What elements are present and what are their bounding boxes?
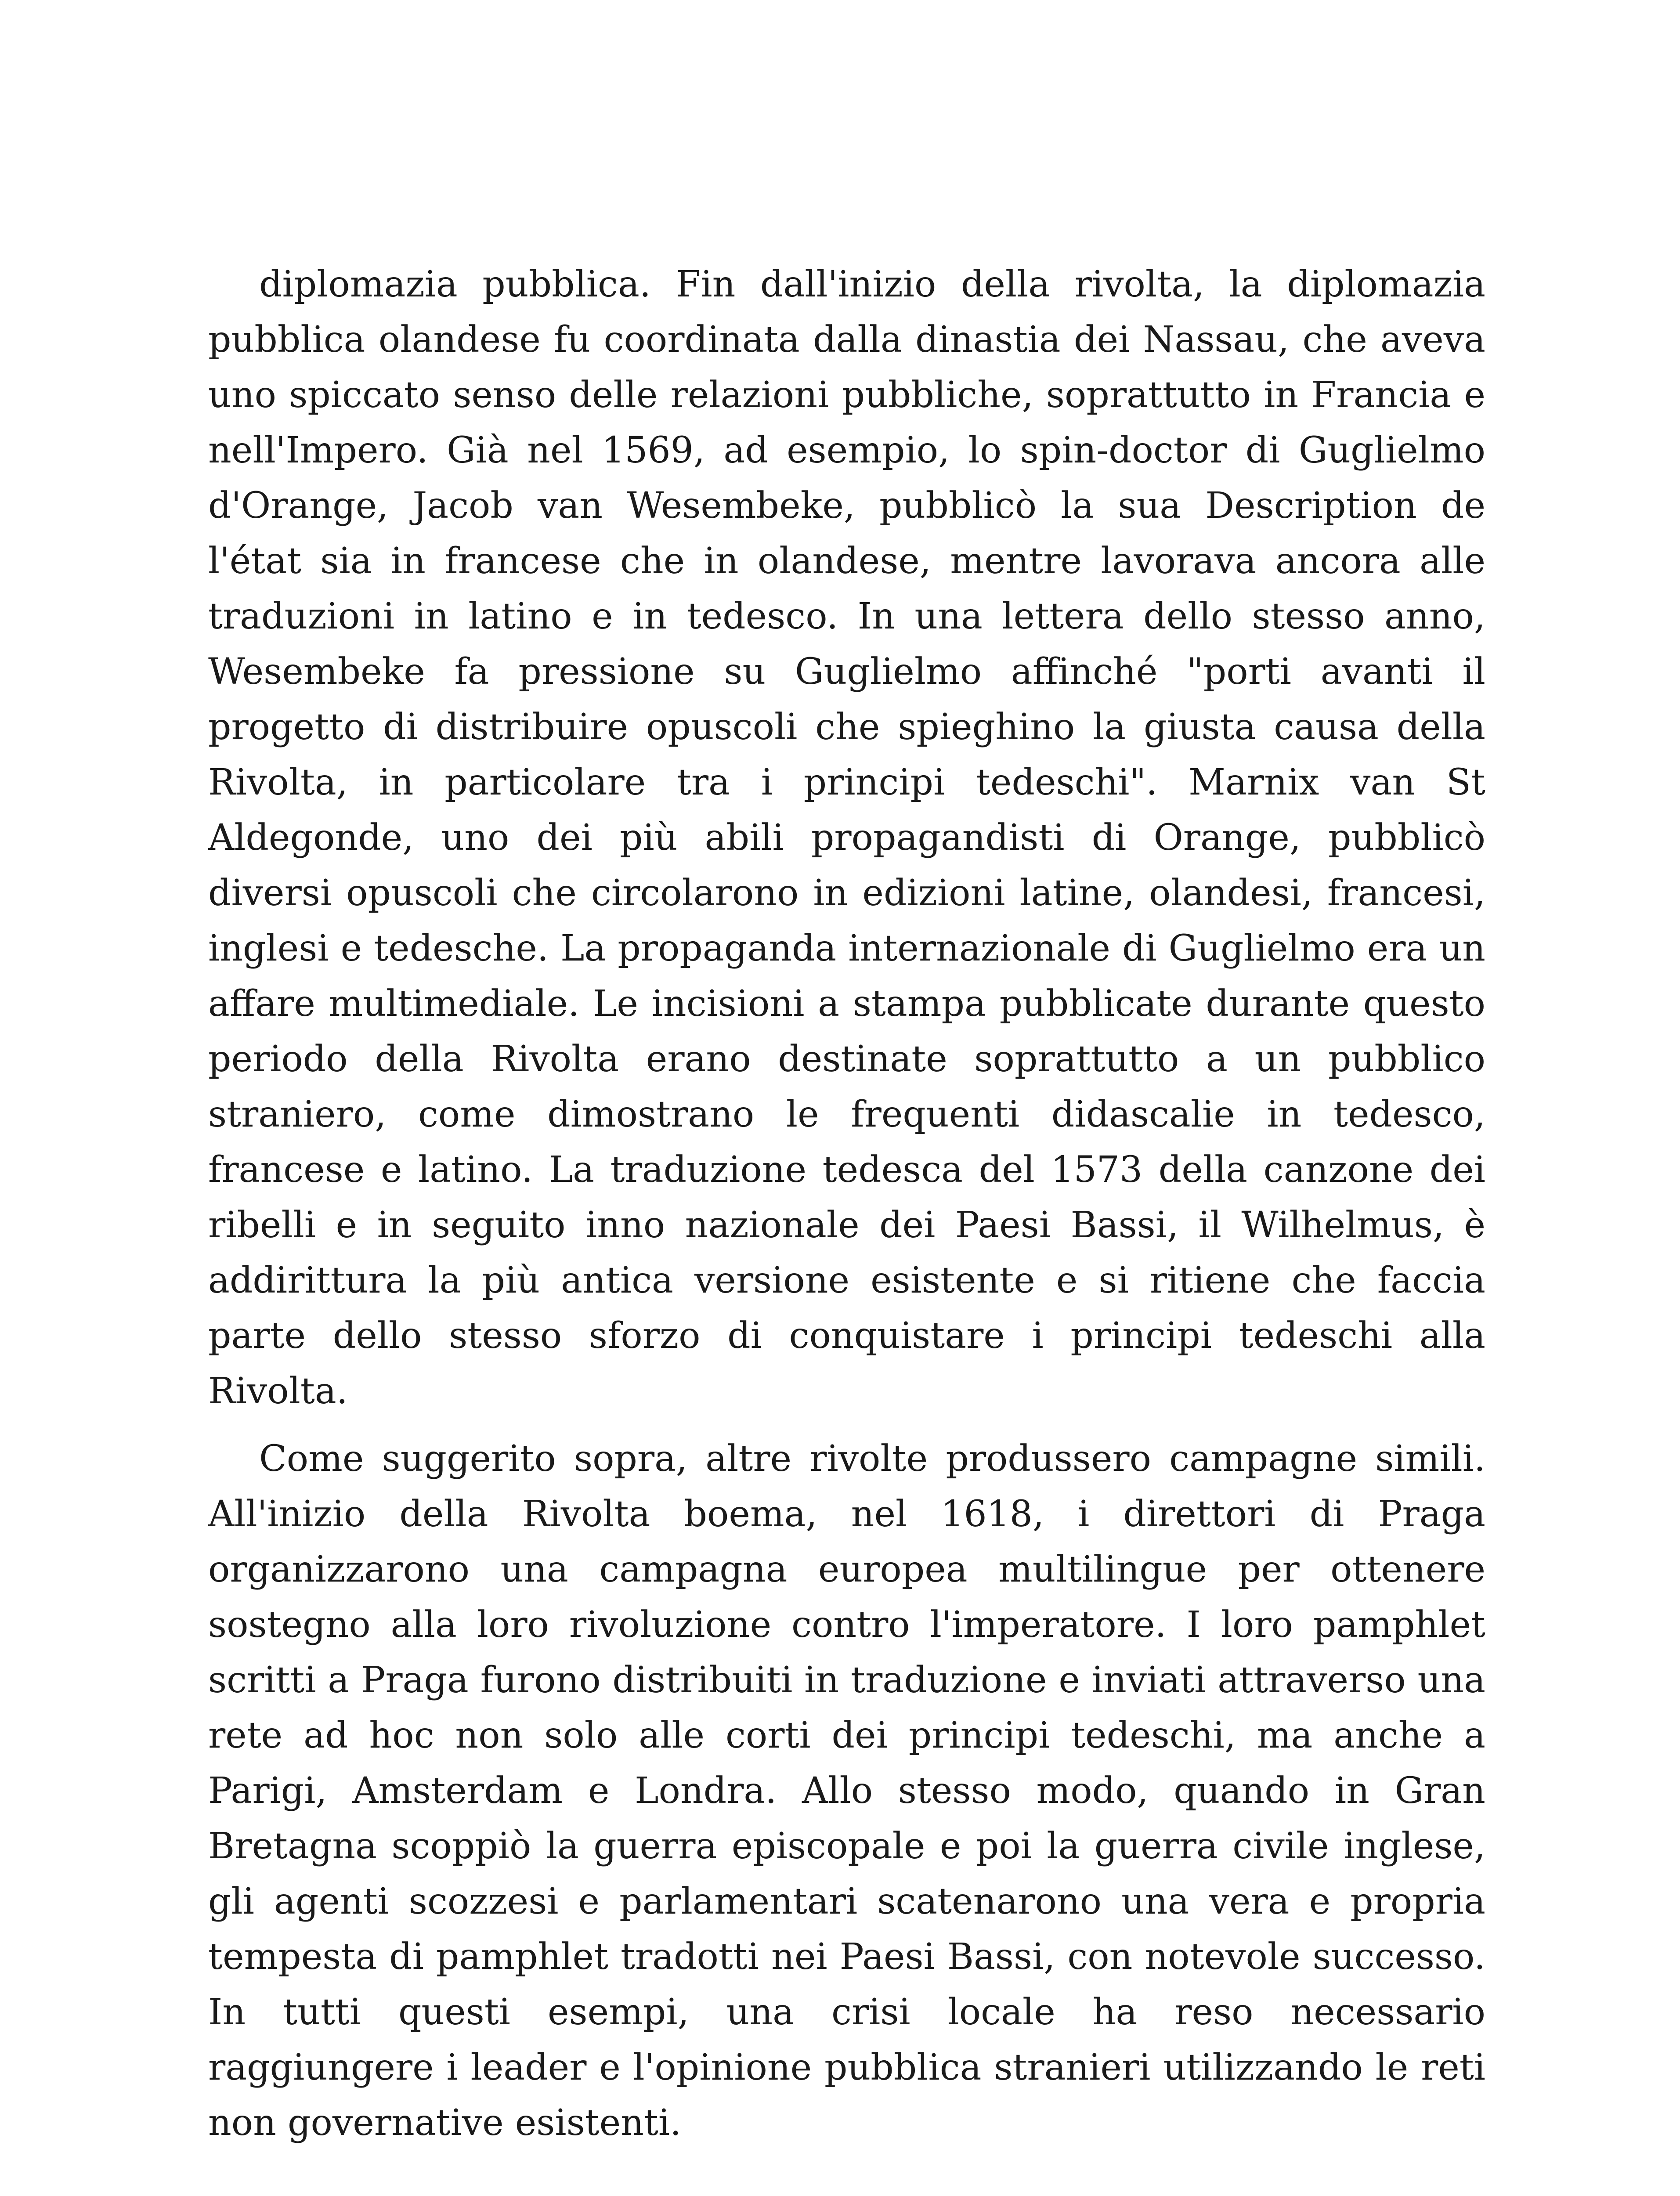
paragraph-1: diplomazia pubblica. Fin dall'inizio della rivolta, la diplomazia pubblica olandese fu coordinata dalla dinastia dei Nassau, che aveva uno spiccato senso delle relazioni pubbliche, soprattutto in Francia e nell'Impero. Già nel 1569, ad esempio, lo spin-doctor di Guglielmo d'Orange, Jacob van Wesembeke, pubblicò la sua Description de l'état sia in francese che in olandese, mentre lavorava ancora alle traduzioni in latino e in tedesco. In una lettera dello stesso anno, Wesembeke fa pressione su Guglielmo affinché "porti avanti il progetto di distribuire opuscoli che spieghino la giusta causa della Rivolta, in particolare tra i principi tedeschi". Marnix van St Aldegonde, uno dei più abili propagandisti di Orange, pubblicò diversi opuscoli che circolarono in edizioni latine, olandesi, francesi, inglesi e tedesche. La propaganda internazionale di Guglielmo era un affare multimediale. Le incisioni a stampa pubblicate durante questo periodo della Rivolta erano destinate soprattutto a un pubblico straniero, come dimostrano le frequenti didascalie in tedesco, francese e latino. La traduzione tedesca del 1573 della canzone dei ribelli e in seguito inno nazionale dei Paesi Bassi, il Wilhelmus, è addirittura la più antica versione esistente e si ritiene che faccia parte dello stesso sforzo di conquistare i principi tedeschi alla Rivolta. xyxy=(208,264,1485,1412)
paragraph-2: Come suggerito sopra, altre rivolte produssero campagne simili. All'inizio della Rivolta boema, nel 1618, i direttori di Praga organizzarono una campagna europea multilingue per ottenere sostegno alla loro rivoluzione contro l'imperatore. I loro pamphlet scritti a Praga furono distribuiti in traduzione e inviati attraverso una rete ad hoc non solo alle corti dei principi tedeschi, ma anche a Parigi, Amsterdam e Londra. Allo stesso modo, quando in Gran Bretagna scoppiò la guerra episcopale e poi la guerra civile inglese, gli agenti scozzesi e parlamentari scatenarono una vera e propria tempesta di pamphlet tradotti nei Paesi Bassi, con notevole successo. In tutti questi esempi, una crisi locale ha reso necessario raggiungere i leader e l'opinione pubblica stranieri utilizzando le reti non governative esistenti. xyxy=(208,1438,1485,2144)
body-text xyxy=(208,257,1485,2151)
